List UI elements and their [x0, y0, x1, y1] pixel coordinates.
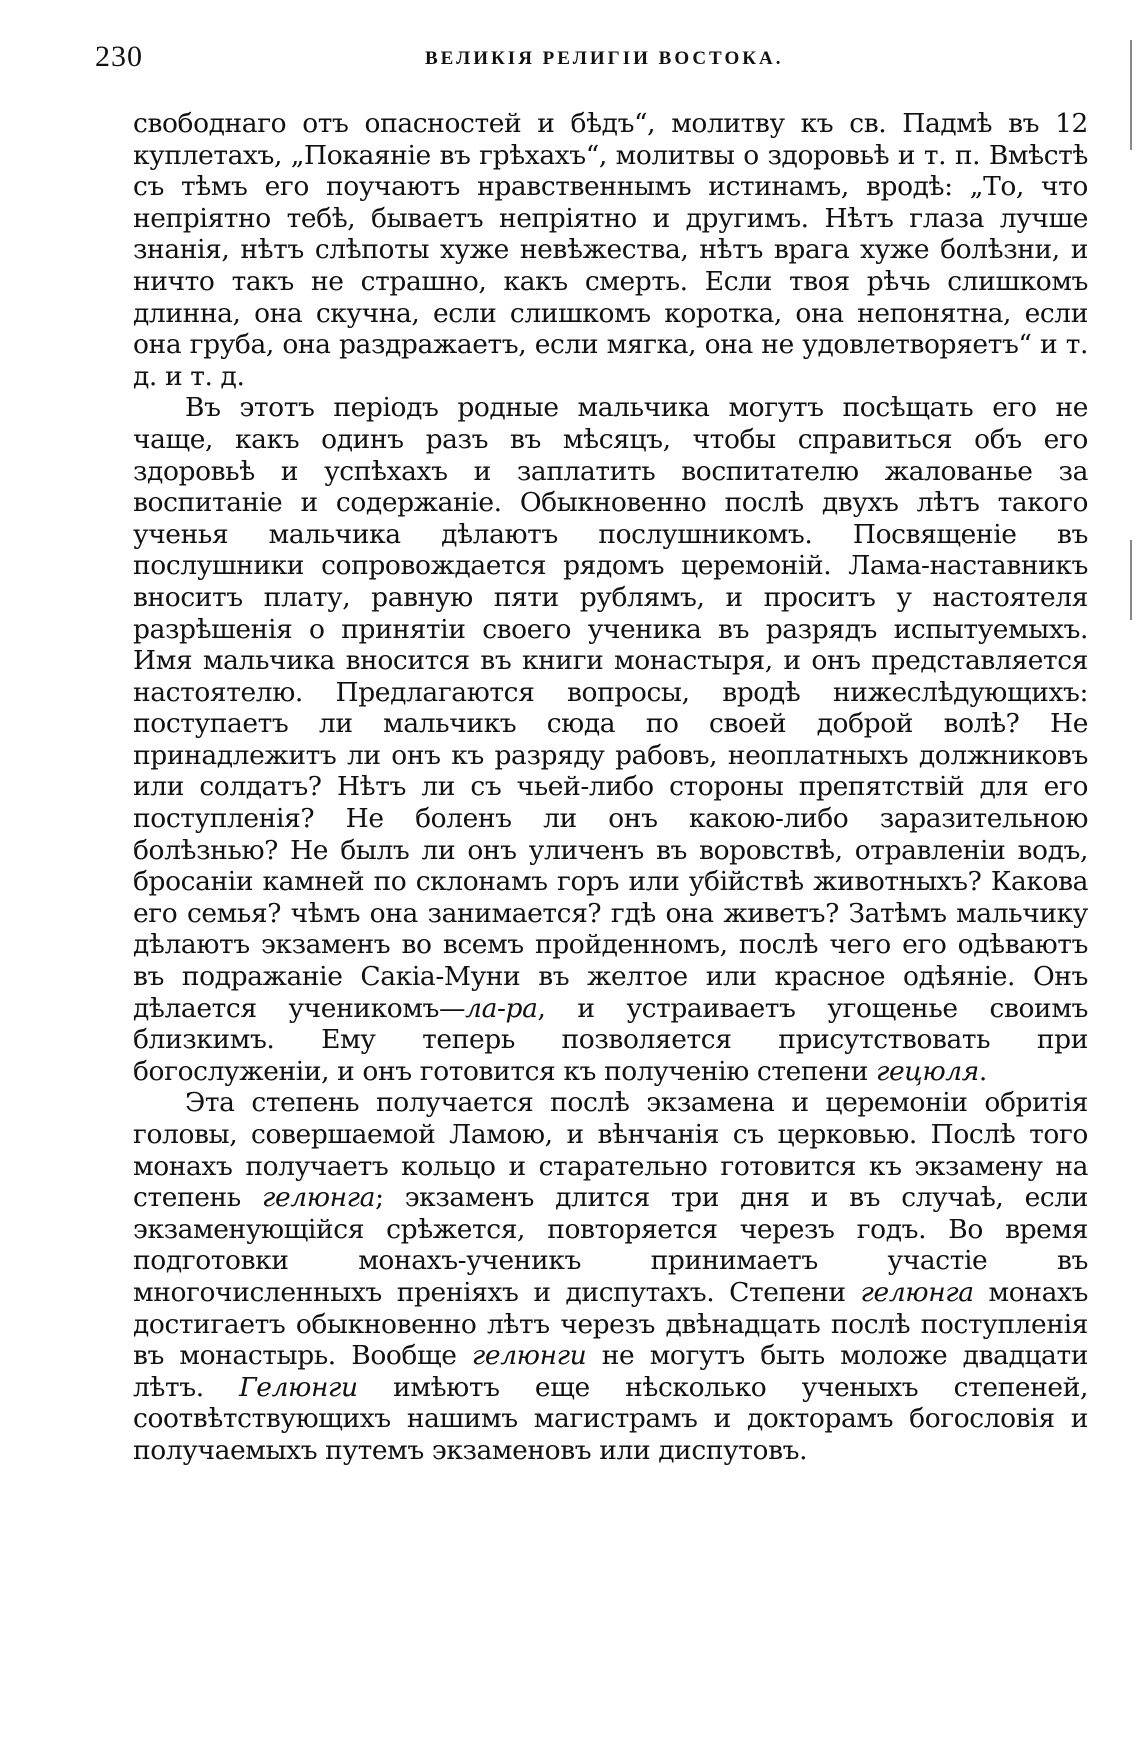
paragraph-3: [133, 1087, 1088, 1466]
margin-rule-top: [1130, 40, 1132, 150]
paragraph-3-text-b: ; экзаменъ длится три дня и въ случаѣ, если экзаменующійся срѣжется, повторяется черезъ годъ. Во время подготовки монахъ-ученикъ принимаетъ участіе въ многочисленныхъ преніяхъ и диспутахъ. Степени: [133, 1182, 1088, 1308]
term-gelyungi-1: гелюнги: [471, 1340, 587, 1372]
term-gelyunga-1: гелюнга: [261, 1182, 376, 1214]
paragraph-3-text-a: Эта степень получается послѣ экзамена и церемоніи обритія головы, совершаемой Ламою, и вѣнчанія съ церковью. Послѣ того монахъ получаетъ кольцо и старательно готовится къ экзамену на степень: [133, 1087, 1088, 1214]
term-getsyulya: гецюля: [876, 1055, 979, 1087]
paragraph-1-text: свободнаго отъ опасностей и бѣдъ“, молитву къ св. Падмѣ въ 12 куплетахъ, „Покаяніе въ грѣхахъ“, молитвы о здоровьѣ и т. п. Вмѣстѣ съ тѣмъ его поучаютъ нравственнымъ истинамъ, вродѣ: „То, что непріятно тебѣ, бываетъ непріятно и другимъ. Нѣтъ глаза лучше знанія, нѣтъ слѣпоты хуже невѣжества, нѣтъ врага хуже болѣзни, и ничто такъ не страшно, какъ смерть. Если твоя рѣчь слишкомъ длинна, она скучна, если слишкомъ коротка, она непонятна, если она груба, она раздражаетъ, если мягка, она не удовлетворяетъ“ и т. д. и т. д.: [133, 108, 1088, 392]
running-title: ВЕЛИКІЯ РЕЛИГІИ ВОСТОКА.: [425, 48, 784, 69]
page-number: 230: [95, 40, 143, 73]
term-gelyungi-2: Гелюнги: [239, 1371, 358, 1403]
paragraph-3-text-d: не могутъ быть моложе двадцати лѣтъ.: [133, 1340, 1088, 1403]
paragraph-1: [133, 108, 1088, 392]
page-header: [95, 40, 1125, 80]
paragraph-2-text-a: Въ этотъ періодъ родные мальчика могутъ посѣщать его не чаще, какъ одинъ разъ въ мѣсяцъ, чтобы справиться объ его здоровьѣ и успѣхахъ и заплатить воспитателю жалованье за воспитаніе и содержаніе. Обыкновенно послѣ двухъ лѣтъ такого ученья мальчика дѣлаютъ послушникомъ. Посвященіе въ послушники сопровождается рядомъ церемоній. Лама-наставникъ вноситъ плату, равную пяти рублямъ, и проситъ у настоятеля разрѣшенія о принятіи своего ученика въ разрядъ испытуемыхъ. Имя мальчика вносится въ книги монастыря, и онъ представляется настоятелю. Предлагаются вопросы, вродѣ нижеслѣдующихъ: поступаетъ ли мальчикъ сюда по своей доброй волѣ? Не принадлежитъ ли онъ къ разряду рабовъ, неоплатныхъ должниковъ или солдатъ? Нѣтъ ли съ чьей-либо стороны препятствій для его поступленія? Не боленъ ли онъ какою-либо заразительною болѣзнью? Не былъ ли онъ уличенъ въ воровствѣ, отравленіи водъ, бросаніи камней по склонамъ горъ или убійствѣ животныхъ? Какова его семья? чѣмъ она занимается? гдѣ она живетъ? Затѣмъ мальчику дѣлаютъ экзаменъ во всемъ пройденномъ, послѣ чего его одѣваютъ въ подражаніе Сакіа-Муни въ желтое или красное одѣяніе. Онъ дѣлается ученикомъ—: [133, 392, 1088, 1024]
paragraph-3-text-c: монахъ достигаетъ обыкновенно лѣтъ черезъ двѣнадцать послѣ поступленія въ монастырь. Вообще: [133, 1276, 1088, 1372]
paragraph-3-text-e: имѣютъ еще нѣсколько ученыхъ степеней, соотвѣтствующихъ нашимъ магистрамъ и докторамъ богословія и получаемыхъ путемъ экзаменовъ или диспутовъ.: [133, 1371, 1088, 1466]
paragraph-2-text-b: , и устраиваетъ угощенье своимъ близкимъ. Ему теперь позволяется присутствовать при богослуженіи, и онъ готовится къ полученію степени: [133, 992, 1088, 1087]
paragraph-2-text-c: .: [978, 1055, 987, 1087]
body-text: [133, 108, 1088, 1467]
paragraph-2: [133, 392, 1088, 1087]
term-la-ra: ла-ра: [465, 992, 538, 1024]
margin-rule-middle: [1130, 540, 1132, 620]
term-gelyunga-2: гелюнга: [860, 1276, 974, 1308]
